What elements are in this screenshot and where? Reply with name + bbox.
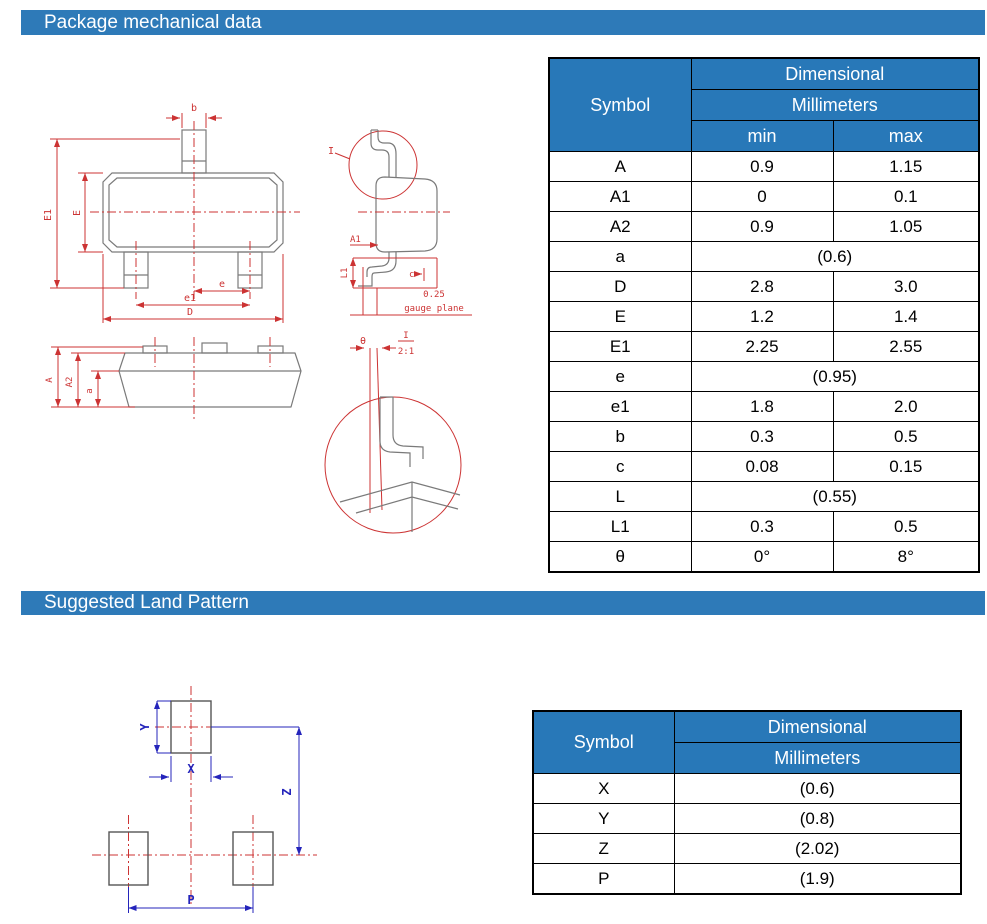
detail-circle-I [349,131,417,199]
package-dimensions-table [548,57,980,573]
section-header-suggested-land-pattern: Suggested Land Pattern [21,591,985,615]
gauge-plane-label: gauge plane [404,304,464,314]
col-header-symbol: Symbol [533,711,674,774]
dim-label-b: b [190,103,198,114]
dim-label-Y: Y [138,723,152,731]
symbol-cell: c [549,452,691,482]
table-row [549,452,979,482]
table-row [549,482,979,512]
max-cell: 1.15 [833,152,979,182]
symbol-cell: E [549,302,691,332]
col-header-dimensional: Dimensional [691,58,979,90]
min-cell: 2.8 [691,272,833,302]
symbol-cell: Z [533,834,674,864]
table-row [533,774,961,804]
min-cell: 0.08 [691,452,833,482]
dim-label-e1: e1 [183,293,197,304]
max-cell: 0.5 [833,422,979,452]
value-cell: (0.95) [691,362,979,392]
max-cell: 1.4 [833,302,979,332]
table-row [549,152,979,182]
package-front-view [45,337,301,421]
dim-label-X: X [187,762,195,776]
symbol-cell: D [549,272,691,302]
col-header-min: min [691,121,833,152]
col-header-symbol: Symbol [549,58,691,152]
min-cell: 1.8 [691,392,833,422]
package-side-view [328,130,472,315]
symbol-cell: e1 [549,392,691,422]
dim-label-L1: L1 [340,267,350,279]
dim-label-c: c [409,270,415,280]
dim-label-D: D [186,307,194,318]
min-cell: 0° [691,542,833,573]
detail-ref-label: I [328,146,335,157]
table-row [533,804,961,834]
symbol-cell: a [549,242,691,272]
table-row [533,834,961,864]
col-header-millimeters: Millimeters [674,743,961,774]
max-cell: 8° [833,542,979,573]
value-cell: (2.02) [674,834,961,864]
max-cell: 2.0 [833,392,979,422]
table-row [549,332,979,362]
value-cell: (0.55) [691,482,979,512]
value-cell: (0.6) [691,242,979,272]
max-cell: 0.1 [833,182,979,212]
max-cell: 1.05 [833,212,979,242]
dim-label-E1: E1 [43,208,54,222]
value-cell: (0.6) [674,774,961,804]
dim-label-Z: Z [280,788,294,796]
symbol-cell: A2 [549,212,691,242]
table-row [549,242,979,272]
symbol-cell: θ [549,542,691,573]
value-cell: (0.8) [674,804,961,834]
col-header-millimeters: Millimeters [691,90,979,121]
land-pattern-table [532,710,962,895]
symbol-cell: E1 [549,332,691,362]
symbol-cell: A [549,152,691,182]
package-dimensions-table-wrap [548,57,980,573]
land-pattern-drawing [85,680,350,920]
max-cell: 0.5 [833,512,979,542]
col-header-dimensional: Dimensional [674,711,961,743]
min-cell: 1.2 [691,302,833,332]
min-cell: 0.9 [691,212,833,242]
table-row [549,392,979,422]
max-cell: 2.55 [833,332,979,362]
package-detail-view [325,331,461,533]
detail-ref2-label: I [403,331,409,341]
symbol-cell: A1 [549,182,691,212]
dim-label-E: E [72,209,83,217]
dim-label-P: P [187,893,195,907]
section-header-package-mechanical-data: Package mechanical data [21,10,985,35]
package-top-view [43,103,300,323]
table-row [533,864,961,895]
gauge-offset-label: 0.25 [423,290,445,300]
table-row [549,302,979,332]
min-cell: 0.9 [691,152,833,182]
dim-label-e: e [218,279,226,290]
max-cell: 3.0 [833,272,979,302]
theta-label: θ [359,336,367,347]
table-row [549,362,979,392]
symbol-cell: b [549,422,691,452]
table-row [549,422,979,452]
detail-scale-label: 2:1 [397,347,415,357]
min-cell: 0 [691,182,833,212]
symbol-cell: P [533,864,674,895]
table-row [549,182,979,212]
dim-label-a: a [85,388,95,394]
land-pattern-table-wrap [532,710,962,895]
min-cell: 2.25 [691,332,833,362]
symbol-cell: e [549,362,691,392]
table-row [549,272,979,302]
dim-label-A: A [45,377,55,383]
value-cell: (1.9) [674,864,961,895]
max-cell: 0.15 [833,452,979,482]
table-row [549,212,979,242]
symbol-cell: L [549,482,691,512]
package-mechanical-drawing [20,55,530,565]
symbol-cell: L1 [549,512,691,542]
symbol-cell: X [533,774,674,804]
symbol-cell: Y [533,804,674,834]
dim-label-A1: A1 [350,235,361,245]
table-row [549,512,979,542]
min-cell: 0.3 [691,512,833,542]
dim-label-A2: A2 [65,376,75,388]
table-row [549,542,979,573]
col-header-max: max [833,121,979,152]
min-cell: 0.3 [691,422,833,452]
